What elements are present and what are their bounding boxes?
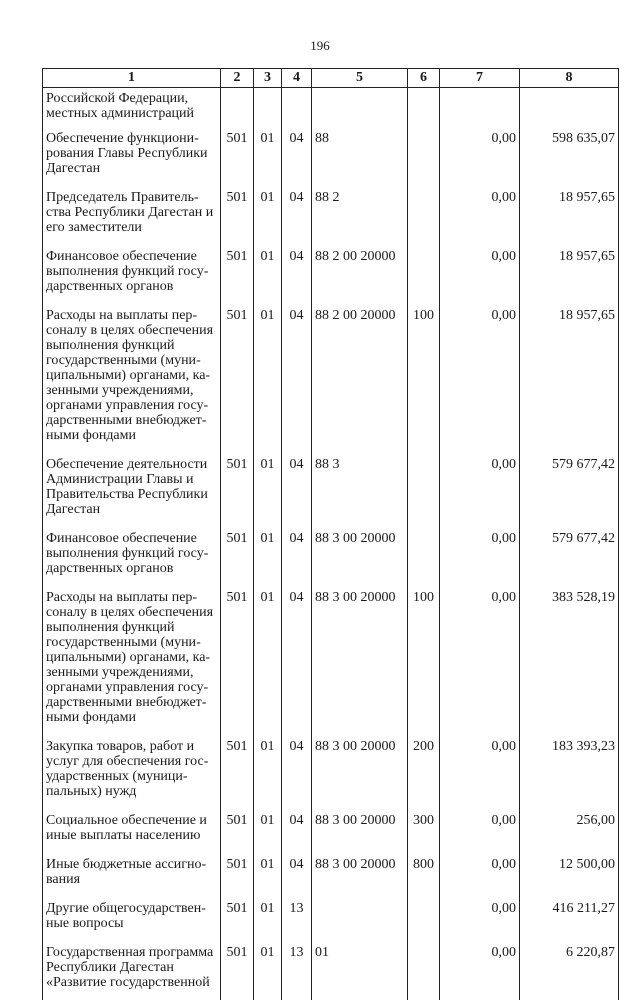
column-header: 3 <box>254 69 282 88</box>
expense-type-cell <box>408 88 440 128</box>
target-article-cell: 88 3 00 20000 <box>312 586 408 735</box>
section-cell: 01 <box>254 127 282 186</box>
expense-type-cell <box>408 941 440 1000</box>
row-name-cell: Обеспечение деятельности Администрации Главы и Правительства Республики Дагестан <box>43 453 221 527</box>
expense-type-cell: 100 <box>408 304 440 453</box>
target-article-cell: 01 <box>312 941 408 1000</box>
section-cell: 01 <box>254 245 282 304</box>
row-name-cell: Российской Федерации, местных администраций <box>43 88 221 128</box>
table-row <box>43 735 619 809</box>
row-name-cell: Финансовое обеспечение выполнения функций государственных органов <box>43 527 221 586</box>
amount-cell: 0,00 <box>440 245 520 304</box>
code-cell: 501 <box>221 453 254 527</box>
subsection-cell: 04 <box>282 586 312 735</box>
amount-cell: 0,00 <box>440 527 520 586</box>
code-cell: 501 <box>221 941 254 1000</box>
target-article-cell: 88 3 <box>312 453 408 527</box>
subsection-cell: 04 <box>282 453 312 527</box>
table-header-row <box>43 69 619 88</box>
table-row <box>43 304 619 453</box>
subsection-cell <box>282 88 312 128</box>
subsection-cell: 04 <box>282 245 312 304</box>
table-row <box>43 245 619 304</box>
row-name-cell: Другие общегосударственные вопросы <box>43 897 221 941</box>
code-cell: 501 <box>221 527 254 586</box>
section-cell: 01 <box>254 586 282 735</box>
target-article-cell <box>312 88 408 128</box>
table-row <box>43 809 619 853</box>
subsection-cell: 13 <box>282 897 312 941</box>
row-name-cell: Финансовое обеспечение выполнения функций государственных органов <box>43 245 221 304</box>
amount-cell: 0,00 <box>440 735 520 809</box>
row-name-cell: Иные бюджетные ассигнования <box>43 853 221 897</box>
code-cell: 501 <box>221 304 254 453</box>
expense-type-cell <box>408 527 440 586</box>
amount-total-cell: 383 528,19 <box>520 586 619 735</box>
table-row <box>43 586 619 735</box>
column-header: 6 <box>408 69 440 88</box>
target-article-cell: 88 2 00 20000 <box>312 304 408 453</box>
subsection-cell: 04 <box>282 186 312 245</box>
code-cell: 501 <box>221 245 254 304</box>
target-article-cell: 88 3 00 20000 <box>312 527 408 586</box>
section-cell <box>254 88 282 128</box>
amount-total-cell: 416 211,27 <box>520 897 619 941</box>
expense-type-cell: 200 <box>408 735 440 809</box>
expense-type-cell: 800 <box>408 853 440 897</box>
amount-total-cell: 18 957,65 <box>520 186 619 245</box>
row-name-cell: Социальное обеспечение и иные выплаты населению <box>43 809 221 853</box>
target-article-cell: 88 3 00 20000 <box>312 809 408 853</box>
section-cell: 01 <box>254 735 282 809</box>
target-article-cell: 88 3 00 20000 <box>312 735 408 809</box>
target-article-cell <box>312 897 408 941</box>
target-article-cell: 88 3 00 20000 <box>312 853 408 897</box>
table-row <box>43 941 619 1000</box>
subsection-cell: 13 <box>282 941 312 1000</box>
subsection-cell: 04 <box>282 127 312 186</box>
section-cell: 01 <box>254 453 282 527</box>
amount-cell: 0,00 <box>440 853 520 897</box>
section-cell: 01 <box>254 897 282 941</box>
row-name-cell: Закупка товаров, работ и услуг для обеспечения государственных (муниципальных) нужд <box>43 735 221 809</box>
amount-cell: 0,00 <box>440 941 520 1000</box>
column-header: 7 <box>440 69 520 88</box>
table-row <box>43 88 619 128</box>
amount-total-cell: 18 957,65 <box>520 245 619 304</box>
amount-total-cell: 579 677,42 <box>520 527 619 586</box>
amount-cell: 0,00 <box>440 586 520 735</box>
code-cell: 501 <box>221 853 254 897</box>
code-cell <box>221 88 254 128</box>
target-article-cell: 88 <box>312 127 408 186</box>
amount-total-cell: 18 957,65 <box>520 304 619 453</box>
table-row <box>43 186 619 245</box>
amount-cell: 0,00 <box>440 127 520 186</box>
expense-type-cell: 100 <box>408 586 440 735</box>
section-cell: 01 <box>254 941 282 1000</box>
target-article-cell: 88 2 <box>312 186 408 245</box>
table-row <box>43 897 619 941</box>
amount-total-cell: 579 677,42 <box>520 453 619 527</box>
amount-cell: 0,00 <box>440 186 520 245</box>
row-name-cell: Председатель Правительства Республики Дагестан и его заместители <box>43 186 221 245</box>
subsection-cell: 04 <box>282 735 312 809</box>
amount-total-cell: 598 635,07 <box>520 127 619 186</box>
column-header: 4 <box>282 69 312 88</box>
column-header: 2 <box>221 69 254 88</box>
expense-type-cell <box>408 127 440 186</box>
code-cell: 501 <box>221 127 254 186</box>
amount-total-cell <box>520 88 619 128</box>
subsection-cell: 04 <box>282 304 312 453</box>
amount-cell: 0,00 <box>440 453 520 527</box>
page-number: 196 <box>310 38 330 53</box>
amount-cell <box>440 88 520 128</box>
amount-total-cell: 12 500,00 <box>520 853 619 897</box>
code-cell: 501 <box>221 586 254 735</box>
code-cell: 501 <box>221 735 254 809</box>
subsection-cell: 04 <box>282 527 312 586</box>
subsection-cell: 04 <box>282 853 312 897</box>
budget-table <box>42 68 619 1000</box>
amount-total-cell: 256,00 <box>520 809 619 853</box>
amount-total-cell: 183 393,23 <box>520 735 619 809</box>
section-cell: 01 <box>254 853 282 897</box>
section-cell: 01 <box>254 809 282 853</box>
table-row <box>43 527 619 586</box>
table-row <box>43 853 619 897</box>
expense-type-cell <box>408 186 440 245</box>
row-name-cell: Расходы на выплаты персоналу в целях обеспечения выполнения функций государственными (муниципальными) органами, казенными учреждениями, органами управления государственными внебюджетными фондами <box>43 586 221 735</box>
column-header: 8 <box>520 69 619 88</box>
expense-type-cell <box>408 453 440 527</box>
row-name-cell: Расходы на выплаты персоналу в целях обеспечения выполнения функций государственными (муниципальными) органами, казенными учреждениями, органами управления государственными внебюджетными фондами <box>43 304 221 453</box>
expense-type-cell <box>408 897 440 941</box>
target-article-cell: 88 2 00 20000 <box>312 245 408 304</box>
subsection-cell: 04 <box>282 809 312 853</box>
section-cell: 01 <box>254 186 282 245</box>
column-header: 5 <box>312 69 408 88</box>
row-name-cell: Обеспечение функционирования Главы Республики Дагестан <box>43 127 221 186</box>
expense-type-cell <box>408 245 440 304</box>
table-row <box>43 453 619 527</box>
expense-type-cell: 300 <box>408 809 440 853</box>
row-name-cell: Государственная программа Республики Дагестан «Развитие государственной <box>43 941 221 1000</box>
amount-cell: 0,00 <box>440 809 520 853</box>
code-cell: 501 <box>221 186 254 245</box>
section-cell: 01 <box>254 304 282 453</box>
section-cell: 01 <box>254 527 282 586</box>
code-cell: 501 <box>221 809 254 853</box>
code-cell: 501 <box>221 897 254 941</box>
amount-cell: 0,00 <box>440 304 520 453</box>
amount-cell: 0,00 <box>440 897 520 941</box>
amount-total-cell: 6 220,87 <box>520 941 619 1000</box>
table-row <box>43 127 619 186</box>
column-header: 1 <box>43 69 221 88</box>
